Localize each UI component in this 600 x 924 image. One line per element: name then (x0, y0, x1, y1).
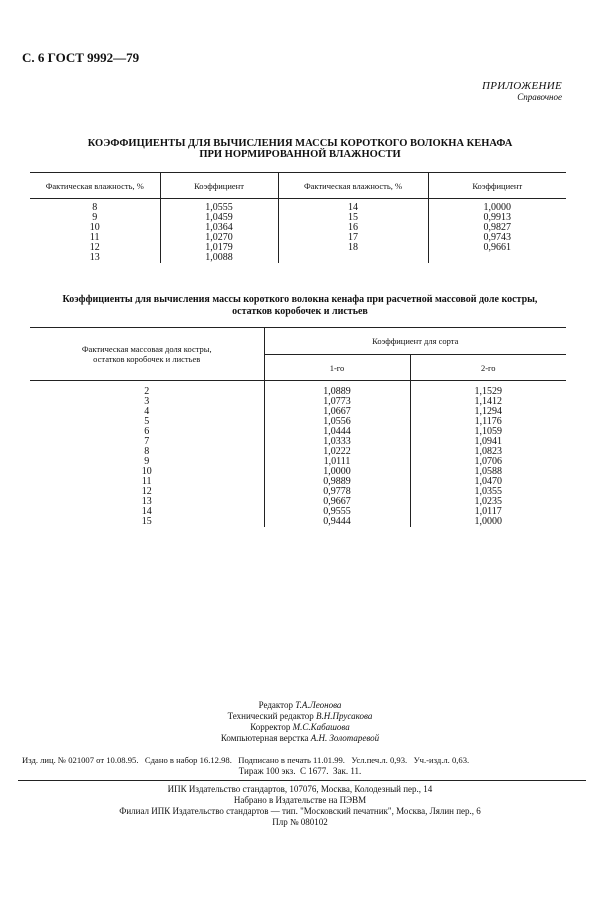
t2-header-share-line1: Фактическая массовая доля костры, (81, 344, 212, 354)
t1-cell-left-humidity: 8 (92, 202, 98, 213)
appendix-label (482, 80, 562, 102)
t1-cell-left-coef: 1,0555 (160, 203, 278, 213)
t1-cell-right-coef: 1,0000 (428, 203, 566, 213)
publisher-footer (0, 784, 600, 828)
t2-cell-grade1: 1,0773 (264, 397, 410, 407)
t2-cell-grade1: 1,0111 (264, 457, 410, 467)
table2-title-line1: Коэффициенты для вычисления массы короткого волокна кенафа при расчетной массовой доле костры, (62, 294, 538, 305)
t1-header-humidity-left: Фактическая влажность, % (30, 173, 160, 199)
t2-cell-share: 8 (144, 446, 150, 457)
footer-line3: Филиал ИПК Издательство стандартов — тип. "Московский печатник", Москва, Лялин пер., 6 (119, 806, 481, 816)
table-row (30, 243, 566, 253)
t2-cell-grade2: 1,1059 (410, 427, 566, 437)
t1-cell-left-coef: 1,0364 (160, 223, 278, 233)
t2-cell-grade1: 1,0556 (264, 417, 410, 427)
table1-title (0, 138, 600, 160)
t2-cell-grade2: 1,0941 (410, 437, 566, 447)
t2-cell-share: 10 (141, 466, 152, 477)
t2-cell-share: 6 (144, 426, 150, 437)
t1-cell-left-humidity: 11 (89, 232, 100, 243)
t2-cell-grade2: 1,0355 (410, 487, 566, 497)
table1-title-line1: КОЭФФИЦИЕНТЫ ДЛЯ ВЫЧИСЛЕНИЯ МАССЫ КОРОТКОГО ВОЛОКНА КЕНАФА (87, 138, 513, 149)
t1-cell-left-humidity: 9 (92, 212, 98, 223)
credit-editor: Редактор Т.А.Леонова (258, 700, 342, 710)
t1-cell-right-coef: 0,9661 (428, 243, 566, 253)
t2-cell-grade1: 0,9444 (264, 517, 410, 527)
t2-cell-share: 5 (144, 416, 150, 427)
t2-cell-grade1: 0,9778 (264, 487, 410, 497)
t1-cell-right-coef: 0,9743 (428, 233, 566, 243)
publication-line1: Изд. лиц. № 021007 от 10.08.95. Сдано в набор 16.12.98. Подписано в печать 11.01.99. Усл.печ.л. 0,93. Уч.-изд.л. 0,63. (22, 755, 470, 765)
t2-cell-share: 7 (144, 436, 150, 447)
t2-cell-grade2: 1,0706 (410, 457, 566, 467)
t2-cell-share: 12 (141, 486, 152, 497)
t2-cell-grade1: 1,0333 (264, 437, 410, 447)
t1-cell-left-humidity: 13 (89, 252, 100, 263)
humidity-coefficient-table (30, 172, 566, 263)
t2-cell-grade2: 1,0235 (410, 497, 566, 507)
table1-title-line2: ПРИ НОРМИРОВАННОЙ ВЛАЖНОСТИ (199, 149, 401, 160)
table2-title-line2: остатков коробочек и листьев (232, 306, 368, 317)
t1-cell-right-coef (428, 253, 566, 263)
t1-cell-left-coef: 1,0270 (160, 233, 278, 243)
t2-cell-share: 4 (144, 406, 150, 417)
credits (0, 700, 600, 744)
footer-divider (18, 780, 586, 781)
t2-cell-grade1: 0,9555 (264, 507, 410, 517)
t2-cell-share: 3 (144, 396, 150, 407)
t2-cell-grade2: 1,0470 (410, 477, 566, 487)
table2-title (0, 294, 600, 318)
t1-header-coef-right: Коэффициент (428, 173, 566, 199)
t2-cell-share: 9 (144, 456, 150, 467)
appendix-subtitle: Справочное (517, 92, 562, 102)
t2-header-share-line2: остатков коробочек и листьев (93, 354, 201, 364)
t2-cell-grade2: 1,0000 (410, 517, 566, 527)
credit-corrector: Корректор М.С.Кабашова (250, 722, 350, 732)
t1-cell-right-humidity: 14 (278, 203, 428, 213)
t2-cell-share: 11 (141, 476, 152, 487)
t2-cell-share: 14 (141, 506, 152, 517)
t2-cell-share: 2 (144, 386, 150, 397)
t2-header-grade1: 1-го (264, 355, 410, 381)
t1-cell-left-coef: 1,0179 (160, 243, 278, 253)
table-row (30, 517, 566, 527)
footer-line1: ИПК Издательство стандартов, 107076, Москва, Колодезный пер., 14 (167, 784, 433, 794)
t2-cell-grade2: 1,0117 (410, 507, 566, 517)
t1-cell-right-humidity: 15 (278, 213, 428, 223)
t1-cell-left-humidity: 12 (89, 242, 100, 253)
t2-cell-share: 15 (141, 516, 152, 527)
t2-cell-grade2: 1,1412 (410, 397, 566, 407)
table-row (30, 253, 566, 263)
credit-layout: Компьютерная верстка А.Н. Золотаревой (220, 733, 380, 743)
t2-cell-grade1: 0,9889 (264, 477, 410, 487)
t2-cell-grade2: 1,1529 (410, 387, 566, 397)
t1-cell-left-humidity: 10 (89, 222, 100, 233)
t1-cell-right-humidity: 16 (278, 223, 428, 233)
t1-cell-left-coef: 1,0088 (160, 253, 278, 263)
t2-cell-grade1: 1,0667 (264, 407, 410, 417)
t2-cell-grade2: 1,1176 (410, 417, 566, 427)
t2-cell-grade2: 1,0823 (410, 447, 566, 457)
t2-header-grade2: 2-го (410, 355, 566, 381)
t2-cell-grade1: 0,9667 (264, 497, 410, 507)
debris-coefficient-table (30, 327, 566, 527)
page-header: С. 6 ГОСТ 9992—79 (22, 50, 140, 65)
publication-info (22, 755, 578, 777)
publication-line2: Тираж 100 экз. С 1677. Зак. 11. (238, 766, 362, 776)
credit-tech-editor: Технический редактор В.Н.Прусакова (227, 711, 373, 721)
t1-cell-right-coef: 0,9827 (428, 223, 566, 233)
t2-cell-grade1: 1,0222 (264, 447, 410, 457)
t1-header-humidity-right: Фактическая влажность, % (278, 173, 428, 199)
t2-cell-grade1: 1,0889 (264, 387, 410, 397)
appendix-title: ПРИЛОЖЕНИЕ (482, 80, 562, 92)
footer-line4: Плр № 080102 (272, 817, 328, 827)
t1-cell-right-humidity (278, 253, 428, 263)
t2-cell-grade2: 1,0588 (410, 467, 566, 477)
t1-cell-left-coef: 1,0459 (160, 213, 278, 223)
t1-cell-right-coef: 0,9913 (428, 213, 566, 223)
t2-cell-grade1: 1,0000 (264, 467, 410, 477)
footer-line2: Набрано в Издательстве на ПЭВМ (233, 795, 367, 805)
t2-cell-share: 13 (141, 496, 152, 507)
t1-cell-right-humidity: 17 (278, 233, 428, 243)
t2-cell-grade1: 1,0444 (264, 427, 410, 437)
t2-header-grade: Коэффициент для сорта (264, 328, 566, 355)
t2-cell-grade2: 1,1294 (410, 407, 566, 417)
t1-cell-right-humidity: 18 (278, 243, 428, 253)
t1-header-coef-left: Коэффициент (160, 173, 278, 199)
t2-header-share (30, 328, 264, 381)
